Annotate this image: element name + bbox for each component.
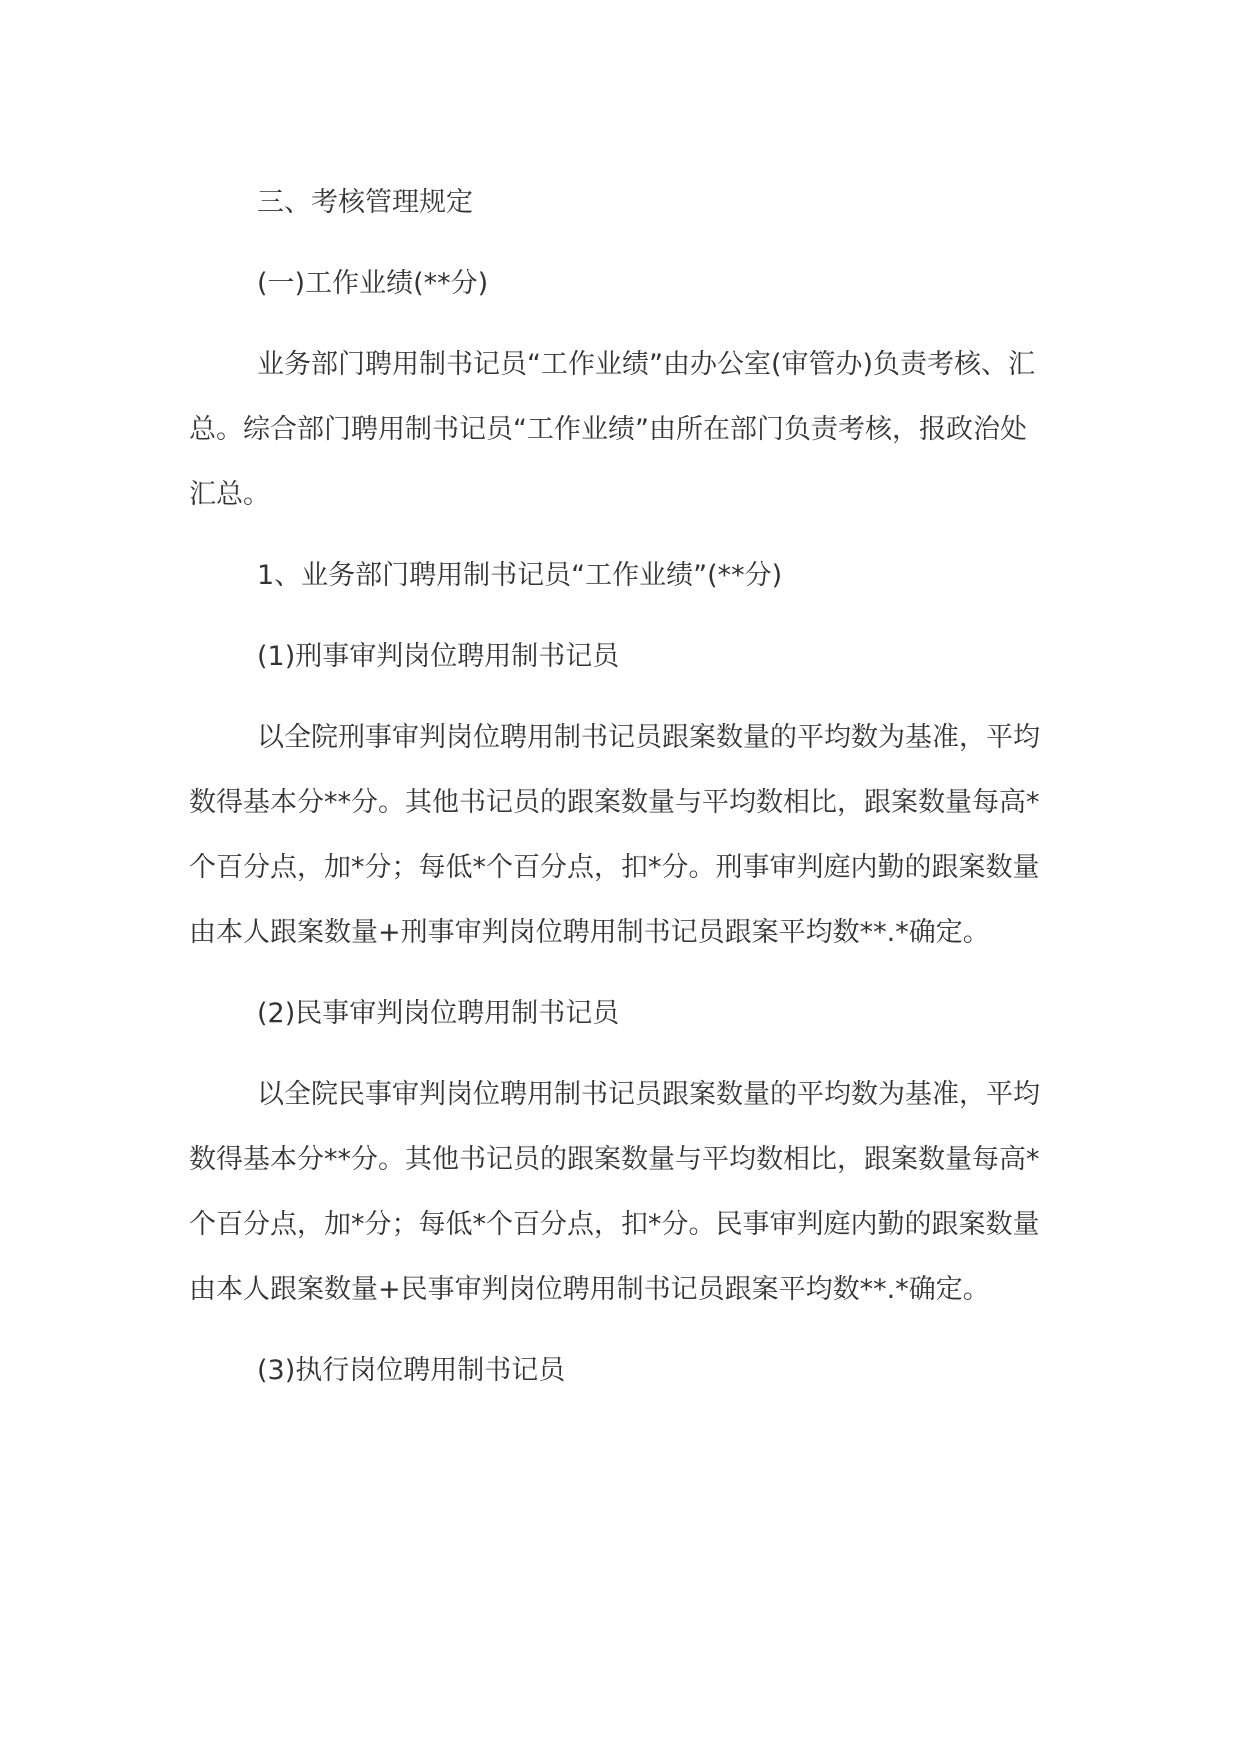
body-paragraph: 业务部门聘用制书记员“工作业绩”由办公室(审管办)负责考核、汇总。综合部门聘用制书记员“工作业绩”由所在部门负责考核，报政治处汇总。 bbox=[189, 349, 1036, 510]
subitem-heading: (2)民事审判岗位聘用制书记员 bbox=[257, 998, 620, 1029]
subsection-heading: (一)工作业绩(**分) bbox=[257, 268, 489, 299]
item-heading: 1、业务部门聘用制书记员“工作业绩”(**分) bbox=[257, 560, 783, 591]
subitem-heading: (1)刑事审判岗位聘用制书记员 bbox=[257, 641, 620, 672]
subitem-heading: (3)执行岗位聘用制书记员 bbox=[257, 1355, 566, 1386]
document-body bbox=[189, 170, 1049, 1419]
body-paragraph: 以全院民事审判岗位聘用制书记员跟案数量的平均数为基准，平均数得基本分**分。其他书记员的跟案数量与平均数相比，跟案数量每高*个百分点，加*分；每低*个百分点，扣*分。民事审判庭内勤的跟案数量由本人跟案数量+民事审判岗位聘用制书记员跟案平均数**.*确定。 bbox=[189, 1079, 1040, 1305]
section-heading: 三、考核管理规定 bbox=[257, 187, 473, 218]
body-paragraph: 以全院刑事审判岗位聘用制书记员跟案数量的平均数为基准，平均数得基本分**分。其他书记员的跟案数量与平均数相比，跟案数量每高*个百分点，加*分；每低*个百分点，扣*分。刑事审判庭内勤的跟案数量由本人跟案数量+刑事审判岗位聘用制书记员跟案平均数**.*确定。 bbox=[189, 722, 1040, 948]
